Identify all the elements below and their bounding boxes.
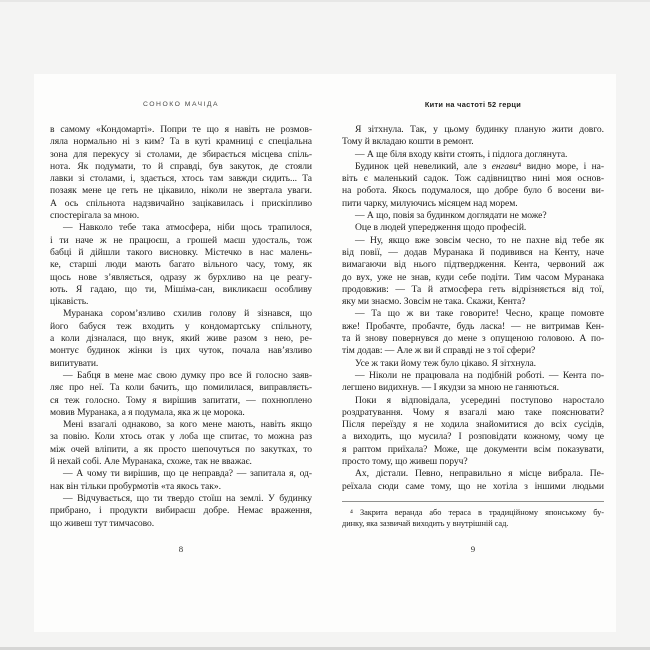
text-line: А ось спільнота надзвичайно зацікавилась і прискіпливо <box>50 197 312 209</box>
text-line: ляла нормально ні з ким? Та в куті крамниці є спеціальна <box>50 136 312 148</box>
footnote-block <box>342 501 604 530</box>
text-line: яку ми знаємо. Зовсім не така. Скажи, Кента? <box>342 296 526 308</box>
text-line: його бабуся теж входить у кондомартську спільноту, <box>50 320 312 332</box>
text-line: на робота. Якось подумалося, що добре було б восени ви- <box>342 185 604 197</box>
text-line: Оце в людей упередження щодо професій. <box>355 222 527 234</box>
text-line: Мені взагалі однаково, за кого мене мають, навіть якщо <box>63 419 312 431</box>
running-header-author: СОНОКО МАЧІДА <box>142 101 220 108</box>
text-line: віть є маленький садок. Тож садівництво нині моя основ- <box>342 173 604 185</box>
text-line: — Навколо тебе така атмосфера, ніби щось трапилося, <box>63 222 312 234</box>
text-line: бабці й дійшли такого висновку. Містечко в нас малень- <box>50 246 312 258</box>
text-line: монтує будинок жінки із цих чуток, почала нав’язливо <box>50 345 312 357</box>
text-line: Ах, дістали. Певно, неправильно я місце вибрала. Пе- <box>355 468 604 480</box>
footnote-text <box>342 507 604 530</box>
text-line: Поки я відповідала, усередині поступово наростало <box>355 394 604 406</box>
text-line: зона для перекусу зі столами, де збирається місцева спіль- <box>50 148 312 160</box>
text-line: нак він тільки пробурмотів «та якось так». <box>50 480 221 492</box>
text-line: ке, старші люди мають багато вільного часу, тому, як <box>50 259 312 271</box>
text-line: від повії, — додав Муранака й подивився на Кенту, наче <box>342 246 604 258</box>
text-line: — А що, повія за будинком доглядати не може? <box>355 210 547 222</box>
text-line: лавки зі столами, і, здається, хтось там завжди сидить... Та <box>50 173 312 185</box>
text-line: за повію. Коли хтось отак у лоба ще спитає, то можна раз <box>50 431 312 443</box>
text-line: Усе ж таки йому теж було цікаво. Я зітхнула. <box>355 357 537 369</box>
text-line: роздратування. Чому я взагалі маю таке пояснювати? <box>342 406 604 418</box>
text-line: мовив Муранака, а я подумала, яка ж це морока. <box>50 406 245 418</box>
text-line: — Бабця в мене має свою думку про все й голосно заяв- <box>63 369 312 381</box>
text-line: вимагаючи від нього підтвердження. Кента, червоний аж <box>342 259 604 271</box>
window-top-edge <box>0 0 650 2</box>
text-line: позаяк мене це геть не цікавило, ніколи не звертала уваги. <box>50 185 312 197</box>
text-line: — А ще біля входу квіти стоять, і підлога доглянута. <box>355 148 568 160</box>
text-line: а коли дізналася, що внук, який живе разом з нею, ре- <box>50 333 312 345</box>
text-line: я раптом приїхала? Може, ще документи всім показувати, <box>342 443 604 455</box>
left-page-text <box>50 124 312 530</box>
text-line: між очей вліпити, а як просто шепочуться по закутках, то <box>50 443 312 455</box>
text-line: Будинок цей невеликий, але з енгави⁴ видно море, і на- <box>355 160 604 172</box>
text-line: щось нове з’являється, одразу ж бурхливо на це реагу- <box>50 271 312 283</box>
text-line: Муранака сором’язливо схилив голову й зізнався, що <box>63 308 312 320</box>
text-line: що живеш тут тимчасово. <box>50 517 155 529</box>
text-line: Тому й вкладаю кошти в ремонт. <box>342 136 474 148</box>
text-line: цікавість. <box>50 296 89 308</box>
text-line: просто тому, що живеш поруч? <box>342 456 468 468</box>
text-line: динку, яка зазвичай виходить у внутрішній сад. <box>342 519 509 529</box>
text-line: тім додав: — Але ж ви й справді не з тої сфери? <box>342 345 536 357</box>
text-line: й нехай собі. Але Муранака, схоже, так не вважає. <box>50 456 252 468</box>
text-line: — Ну, якщо вже зовсім чесно, то не пахне від тебе як <box>355 234 604 246</box>
text-line: — Відчувається, що ти твердо стоїш на землі. У будинку <box>63 492 312 504</box>
text-line: а виходить, що мусила? І розповідати кожному, чому це <box>342 431 604 443</box>
text-line: ляє про неї. Та коли бачить, що помилилася, виправляєть- <box>50 382 312 394</box>
text-line: — А чому ти вирішив, що це неправда? — запитала я, од- <box>63 468 312 480</box>
text-line: і ти наче ж не працюєш, а грошей маєш удосталь, тож <box>50 234 312 246</box>
text-line: нота. Як подумати, то й справді, був закуток, де стояли <box>50 160 312 172</box>
text-line: — Ніколи не працювала на подібній роботі. — Кента по- <box>355 369 604 381</box>
text-line: до вух, уже не знав, куди себе подіти. Тим часом Муранака <box>342 271 604 283</box>
text-line: ють. Я гадаю, що ти, Мішіма-сан, викликаєш особливу <box>50 283 312 295</box>
running-header-title: Кити на частоті 52 герци <box>424 100 522 109</box>
right-page-text <box>342 124 604 493</box>
text-line: Після переїзду я не ходила знайомитися до всіх сусідів, <box>342 419 604 431</box>
text-line: реїхала сюди саме тому, що не хотіла з іншими людьми <box>342 480 604 492</box>
text-line: спостерігала за мною. <box>50 210 140 222</box>
text-line: — Та що ж ви таке говорите! Чесно, краще помовте <box>355 308 604 320</box>
text-line: ся теж голосно. Тому я вирішив запитати, — похнюплено <box>50 394 312 406</box>
page-number-right: 9 <box>470 544 476 554</box>
text-line: Я зітхнула. Так, у цьому будинку планую жити довго. <box>355 124 604 135</box>
text-line: прибрано, і продукти вибираєш добре. Немає враження, <box>50 505 312 517</box>
text-line: ⁴ Закрита веранда або тераса в традиційному японському бу- <box>350 508 604 517</box>
text-line: пити чарку, милуючись місяцем над морем. <box>342 197 518 209</box>
text-line: вже! Пробачте, пробачте, будь ласка! — не витримав Кен- <box>342 320 604 332</box>
text-line: та й знову повернувся до мене з опущеною головою. А по- <box>342 333 604 345</box>
text-line: випитувати. <box>50 357 99 369</box>
text-line: легшено видихнув. — І якудзи за мною не ганяються. <box>342 382 559 394</box>
text-line: продовжив: — Та й атмосфера геть відрізняється від тої, <box>342 283 604 295</box>
page-number-left: 8 <box>178 544 184 554</box>
text-line: в самому «Кондомарті». Попри те що я навіть не розмов- <box>50 124 312 135</box>
